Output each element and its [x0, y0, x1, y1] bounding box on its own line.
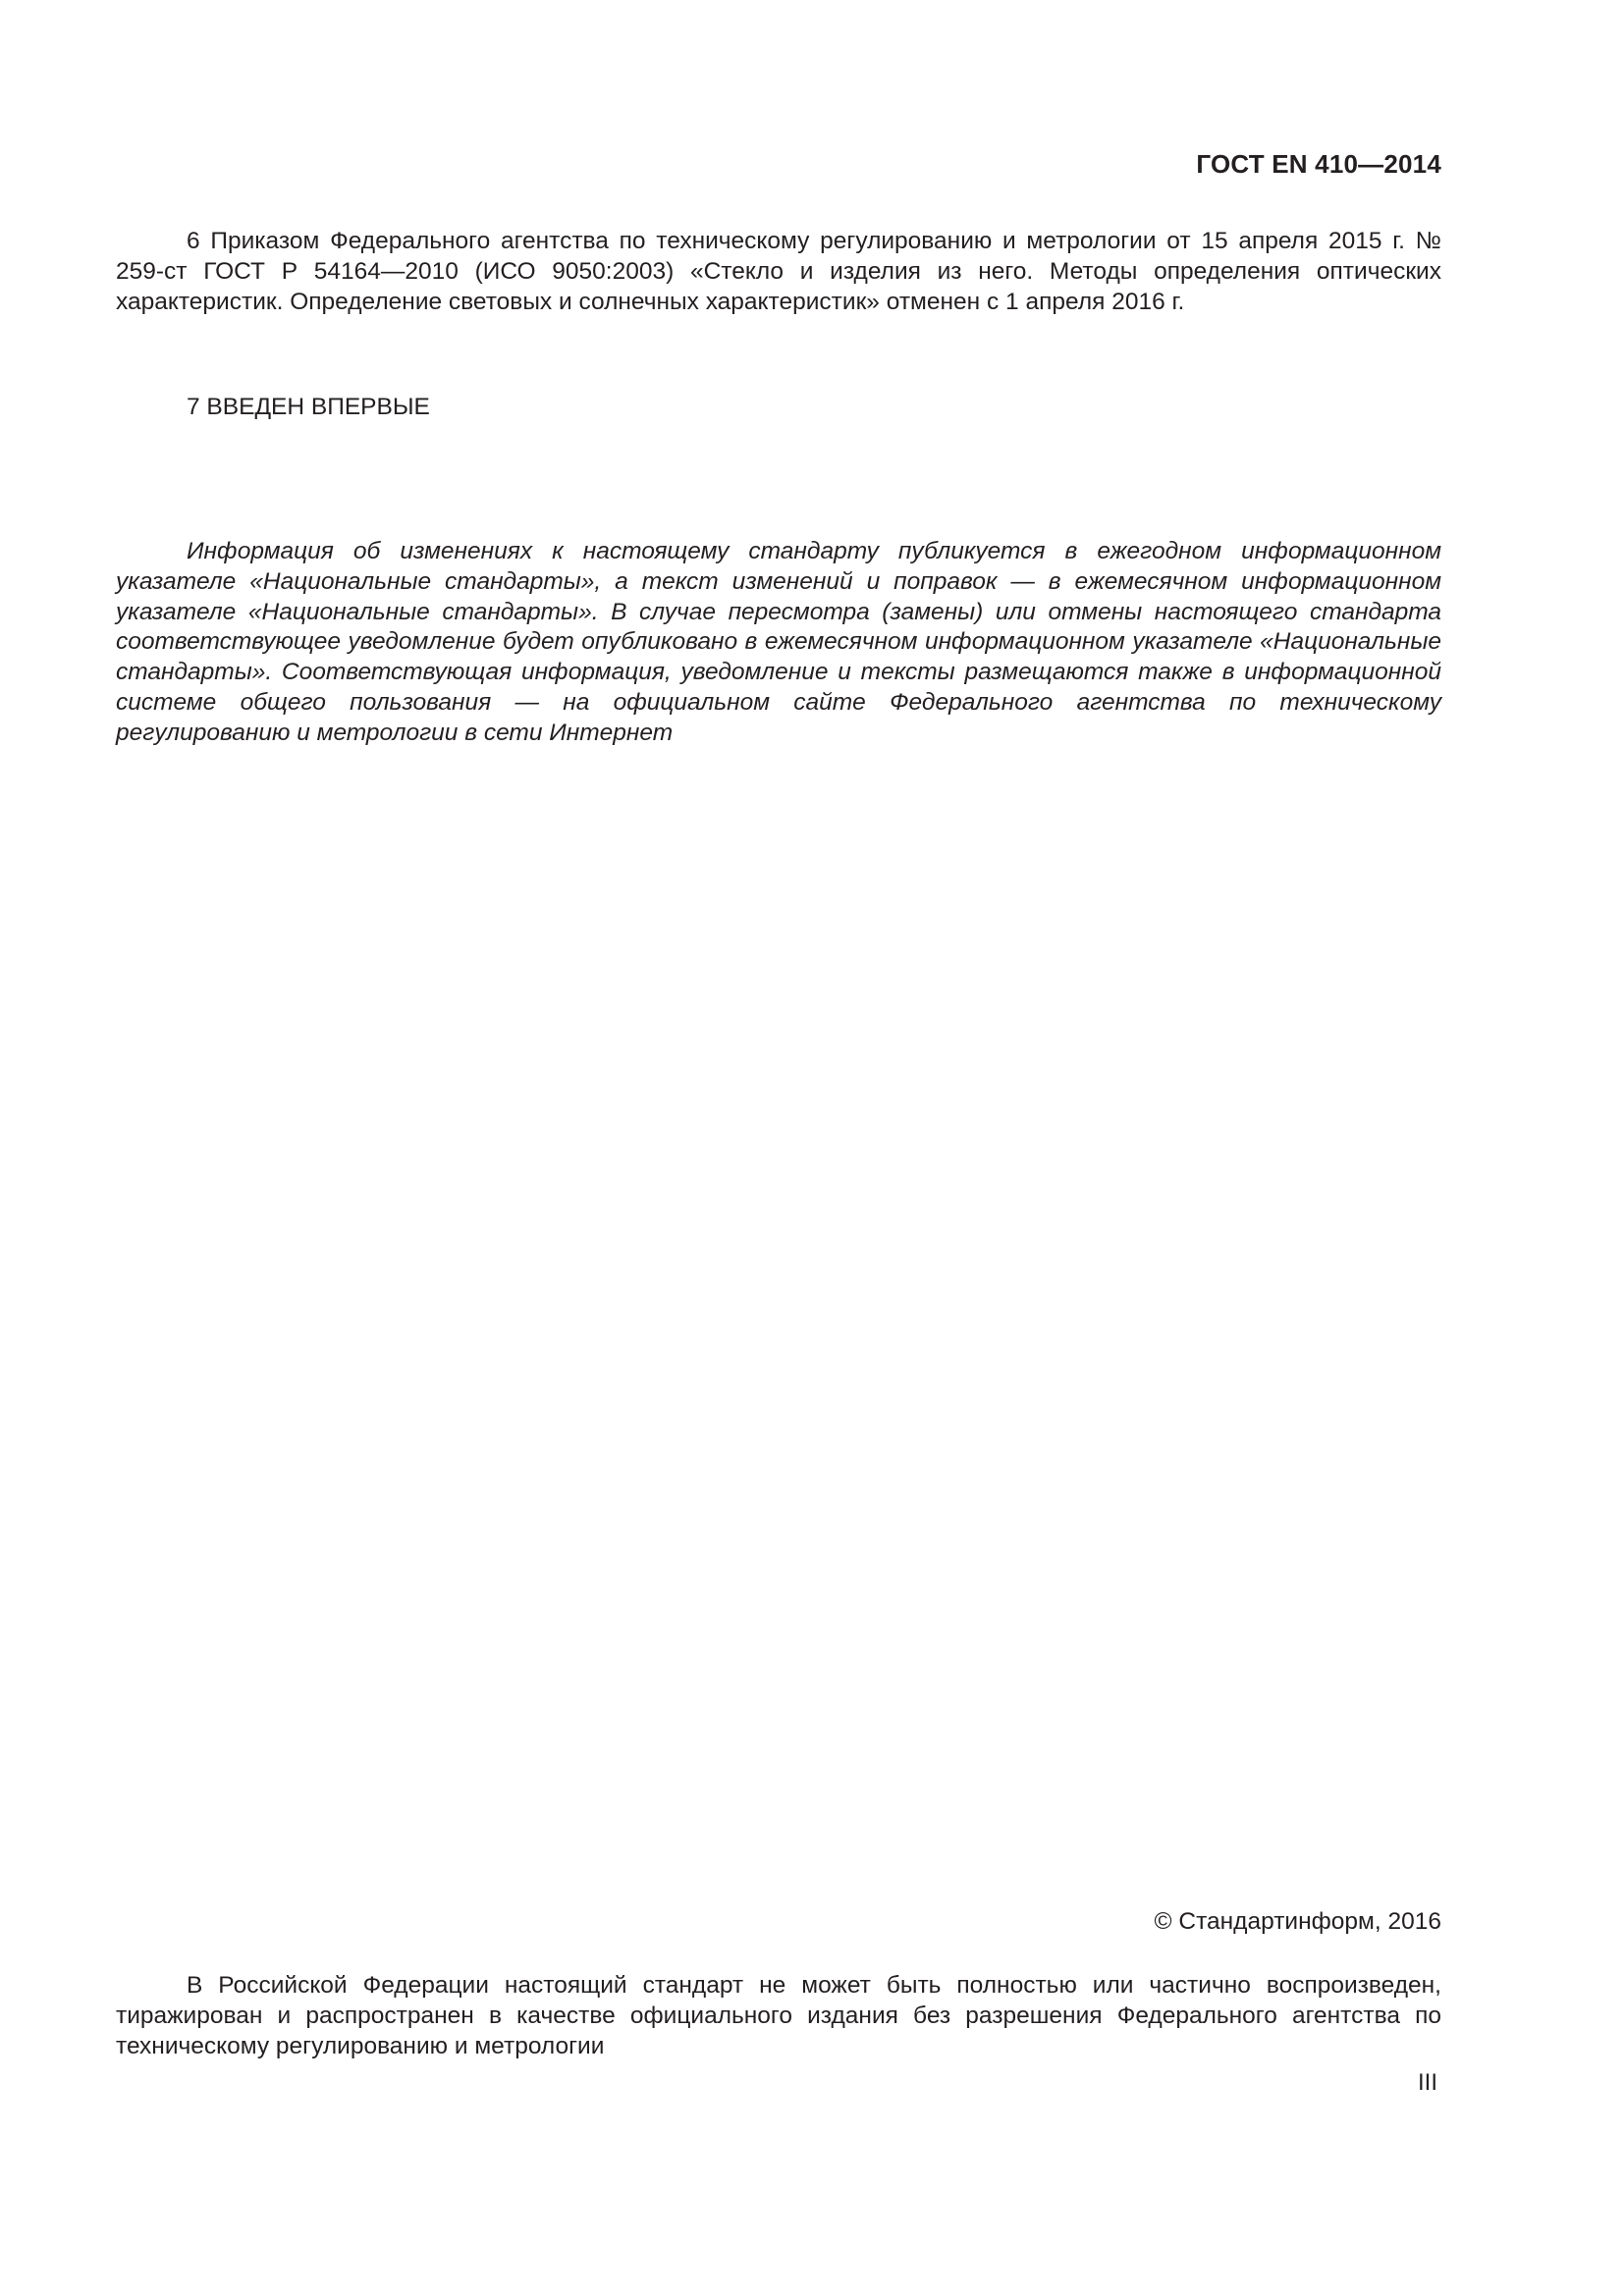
reproduction-rights-notice: В Российской Федерации настоящий стандарт не может быть полностью или частично воспроизведен, тиражирован и распространен в качестве официального издания без разрешения Федерального агентства по техническому регулированию и метрологии	[116, 1972, 1441, 2059]
item-7-paragraph: 7 ВВЕДЕН ВПЕРВЫЕ	[187, 394, 430, 420]
item-6-paragraph: 6 Приказом Федерального агентства по техническому регулированию и метрологии от 15 апреля 2015 г. № 259-ст ГОСТ Р 54164—2010 (ИСО 9050:2003) «Стекло и изделия из него. Методы определения оптических характеристик. Определение световых и солнечных характеристик» отменен с 1 апреля 2016 г.	[116, 228, 1441, 315]
copyright-notice: © Стандартинформ, 2016	[1154, 1908, 1441, 1935]
page-number: III	[1417, 2069, 1437, 2096]
document-code-header: ГОСТ EN 410—2014	[1196, 149, 1441, 179]
changes-information-notice: Информация об изменениях к настоящему стандарту публикуется в ежегодном информационном указателе «Национальные стандарты», а текст изменений и поправок — в ежемесячном информационном указателе «Национальные стандарты». В случае пересмотра (замены) или отмены настоящего стандарта соответствующее уведомление будет опубликовано в ежемесячном информационном указателе «Национальные стандарты». Соответствующая информация, уведомление и тексты размещаются также в информационной системе общего пользования — на официальном сайте Федерального агентства по техническому регулированию и метрологии в сети Интернет	[116, 538, 1441, 746]
